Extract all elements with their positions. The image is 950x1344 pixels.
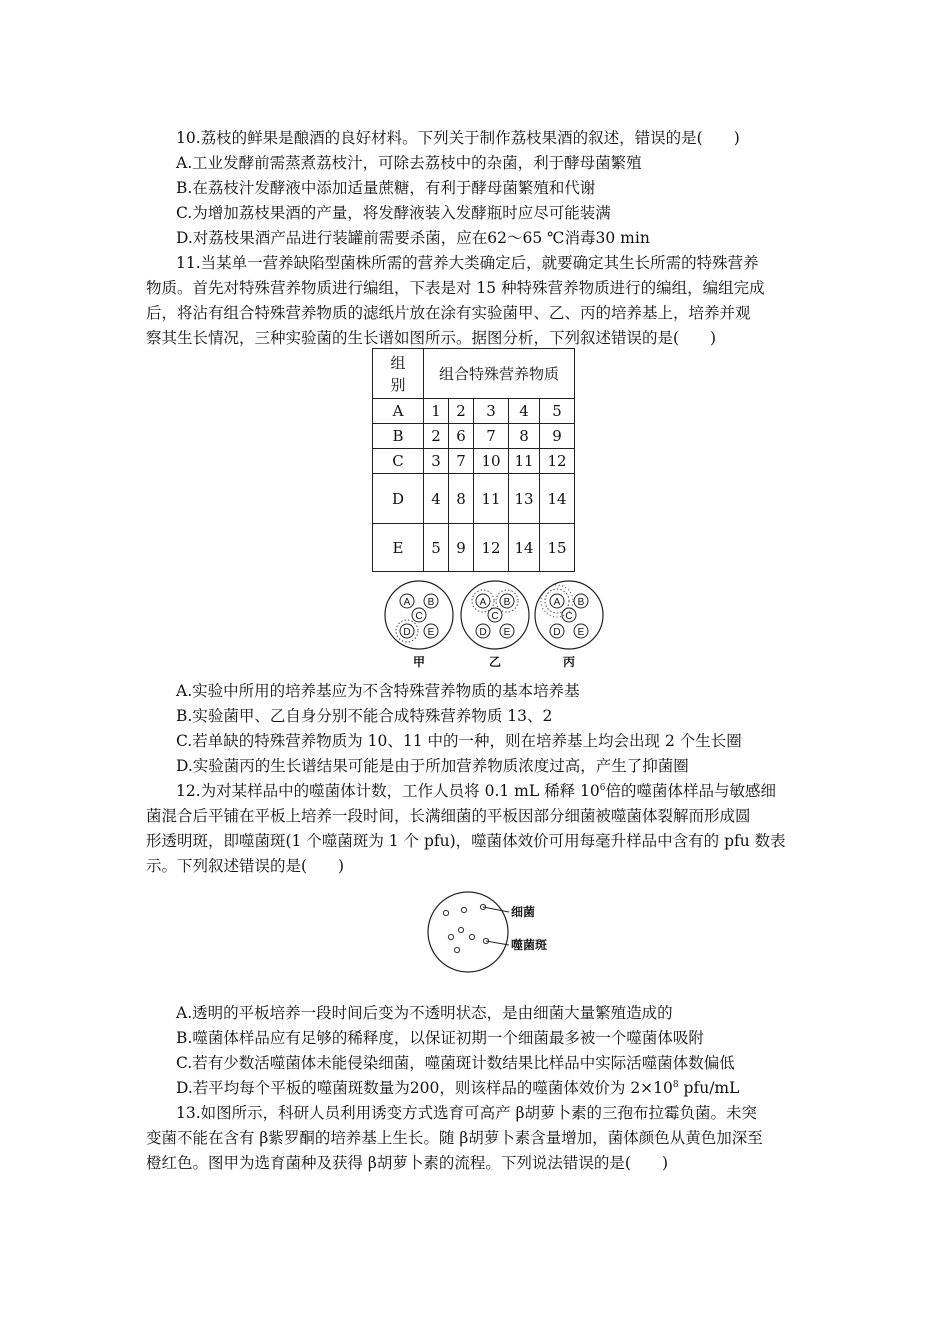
q10-option-d: D.对荔枝果酒产品进行装罐前需要杀菌，应在62～65 ℃消毒30 min [176,229,650,247]
table-row: E 5 9 12 14 15 [373,524,575,572]
growth-spectrum-figure [382,578,612,673]
disc-label: C [415,611,423,622]
table-row: D 4 8 11 13 14 [373,474,575,524]
disc-label: C [565,611,573,622]
disc-label: E [577,627,585,638]
disc-label: A [479,597,487,608]
disc-label: E [427,627,435,638]
disc-label: C [491,611,499,622]
q11-stem-line: 物质。首先对特殊营养物质进行编组，下表是对 15 种特殊营养物质进行的编组，编组完成 [146,279,765,297]
q10-stem: 10.荔枝的鲜果是酿酒的良好材料。下列关于制作荔枝果酒的叙述，错误的是( ) [176,129,740,147]
q11-stem-line: 11.当某单一营养缺陷型菌株所需的营养大类确定后，就要确定其生长所需的特殊营养 [176,254,759,272]
disc-label: D [479,627,487,638]
q13-stem-line: 13.如图所示，科研人员利用诱变方式选育可高产 β胡萝卜素的三孢布拉霉负菌。未突 [176,1104,758,1122]
disc-label: D [553,627,561,638]
q10-option-c: C.为增加荔枝果酒的产量，将发酵液装入发酵瓶时应尽可能装满 [176,204,611,222]
q12-stem-line: 菌混合后平铺在平板上培养一段时间，长满细菌的平板因部分细菌被噬菌体裂解而形成圆 [146,807,751,825]
q12-stem-line: 形透明斑，即噬菌斑(1 个噬菌斑为 1 个 pfu)，噬菌体效价可用每毫升样品中含有的 pfu 数表 [146,832,786,850]
q12-stem-line: 12.为对某样品中的噬菌体计数，工作人员将 0.1 mL 稀释 $10^6$倍的噬菌体样品与敏感细 [176,782,776,800]
nutrient-group-table [372,348,575,572]
label-bacteria: 细菌 [511,905,536,919]
q11-option-b: B.实验菌甲、乙自身分别不能合成特殊营养物质 13、2 [176,707,553,725]
disc-label: B [577,597,585,608]
disc-label: B [503,597,511,608]
plaque-dish-figure [425,890,575,974]
q12-option-a: A.透明的平板培养一段时间后变为不透明状态，是由细菌大量繁殖造成的 [176,1004,673,1022]
q13-stem-line: 橙红色。图甲为选育菌种及获得 β胡萝卜素的流程。下列说法错误的是( ) [146,1154,668,1172]
q11-option-d: D.实验菌丙的生长谱结果可能是由于所加营养物质浓度过高，产生了抑菌圈 [176,757,689,775]
q11-stem-line: 后，将沾有组合特殊营养物质的滤纸片放在涂有实验菌甲、乙、丙的培养基上，培养并观 [146,304,751,322]
disc-label: A [403,597,411,608]
dish-label-jia: 甲 [412,655,426,669]
q11-option-c: C.若单缺的特殊营养物质为 10、11 中的一种，则在培养基上均会出现 2 个生长圈 [176,732,742,750]
q12-option-c: C.若有少数活噬菌体未能侵染细菌，噬菌斑计数结果比样品中实际活噬菌体数偏低 [176,1054,735,1072]
table-row: C 3 7 10 11 12 [373,449,575,474]
table-row: A 1 2 3 4 5 [373,399,575,424]
disc-label: A [553,597,561,608]
dish-label-bing: 丙 [562,655,576,669]
q12-stem-line: 示。下列叙述错误的是( ) [146,857,345,875]
q12-option-b: B.噬菌体样品应有足够的稀释度，以保证初期一个细菌最多被一个噬菌体吸附 [176,1029,704,1047]
table-header-substance: 组合特殊营养物质 [424,349,575,399]
disc-label: E [503,627,511,638]
table-row: B 2 6 7 8 9 [373,424,575,449]
disc-label: D [403,627,411,638]
label-plaque: 噬菌斑 [511,938,548,952]
disc-label: B [427,597,435,608]
q10-option-a: A.工业发酵前需蒸煮荔枝汁，可除去荔枝中的杂菌，利于酵母菌繁殖 [176,154,642,172]
petri-dish [428,892,508,972]
dish-label-yi: 乙 [488,655,502,669]
table-header-group: 组 别 [373,349,424,399]
q11-stem-line: 察其生长情况，三种实验菌的生长谱如图所示。据图分析，下列叙述错误的是( ) [146,329,717,347]
q10-option-b: B.在荔枝汁发酵液中添加适量蔗糖，有利于酵母菌繁殖和代谢 [176,179,596,197]
q11-option-a: A.实验中所用的培养基应为不含特殊营养物质的基本培养基 [176,682,580,700]
q12-option-d: D.若平均每个平板的噬菌斑数量为200，则该样品的噬菌体效价为 $2\times 10^8$ pfu/mL [176,1079,740,1097]
q13-stem-line: 变菌不能在含有 β紫罗酮的培养基上生长。随 β胡萝卜素含量增加，菌体颜色从黄色加深至 [146,1129,763,1147]
